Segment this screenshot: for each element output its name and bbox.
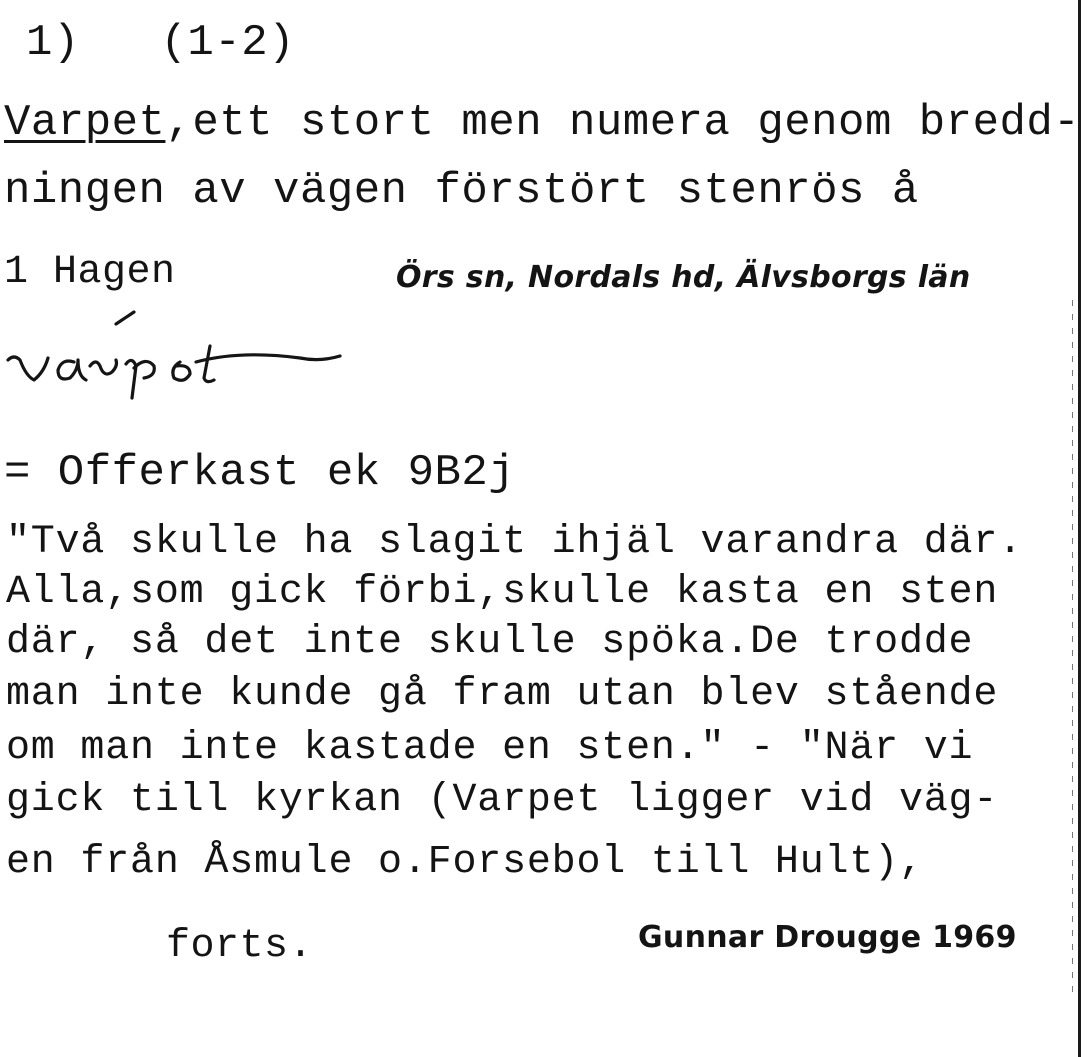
title-line (4, 98, 1080, 148)
card-edge-line (1078, 0, 1081, 1057)
card-edge-dashes (1072, 300, 1073, 1000)
description-line: ningen av vägen förstört stenrös å (4, 166, 919, 216)
card-number: 1) (1-2) (26, 18, 296, 68)
collector-stamp: Gunnar Drougge 1969 (638, 920, 1017, 955)
title-line-rest: ,ett stort men numera genom bredd- (165, 98, 1081, 148)
continued-note: forts. (166, 924, 314, 969)
parish-stamp: Örs sn, Nordals hd, Älvsborgs län (396, 260, 971, 295)
quote-line-1: "Två skulle ha slagit ihjäl varandra där. (6, 520, 1023, 565)
quote-line-5: om man inte kastade en sten." - "När vi (6, 726, 974, 771)
handwritten-pronunciation (0, 310, 360, 400)
quote-line-7: en från Åsmule o.Forsebol till Hult), (6, 840, 924, 885)
quote-line-4: man inte kunde gå fram utan blev stående (6, 672, 999, 717)
farm-name: 1 Hagen (4, 250, 176, 295)
quote-line-2: Alla,som gick förbi,skulle kasta en sten (6, 570, 999, 615)
quote-line-6: gick till kyrkan (Varpet ligger vid väg- (6, 778, 999, 823)
place-name: Varpet (4, 98, 166, 148)
classification-code: = Offerkast ek 9B2j (4, 448, 516, 498)
quote-line-3: där, så det inte skulle spöka.De trodde (6, 620, 974, 665)
